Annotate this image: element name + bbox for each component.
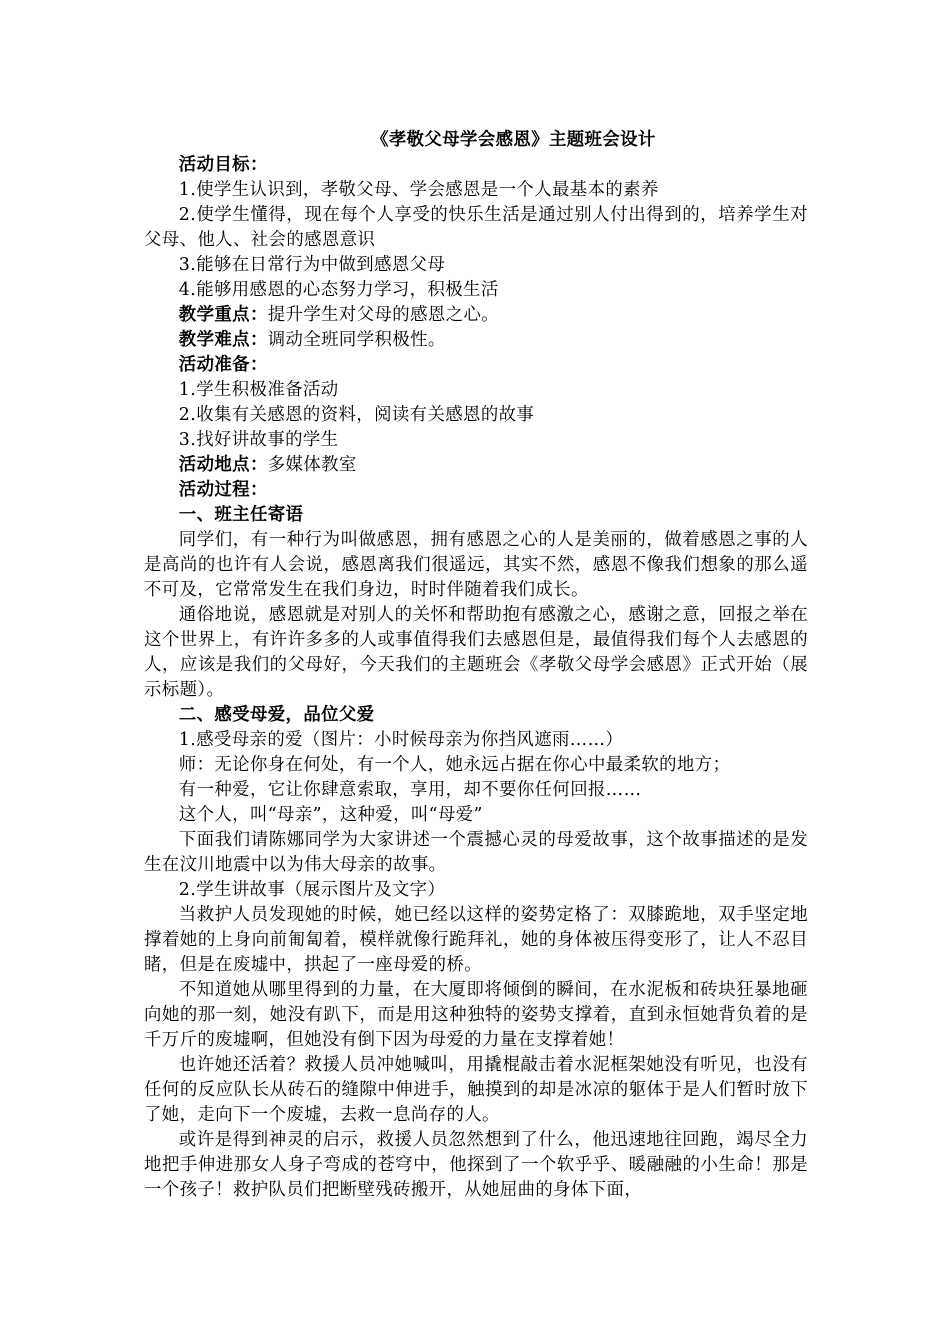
paragraph: 也许她还活着？救援人员冲她喊叫，用撬棍敲击着水泥框架她没有听见，也没有任何的反应队长从砖石的缝隙中伸进手，触摸到的却是冰凉的躯体于是人们暂时放下了她，走向下一个废墟，去救一息尚存的人。 xyxy=(144,1055,808,1125)
paragraph: 这个人，叫“母亲”，这种爱，叫“母爱” xyxy=(178,805,483,825)
objective-item: 1.使学生认识到，孝敬父母、学会感恩是一个人最基本的素养 xyxy=(178,180,659,200)
paragraph: 1.感受母亲的爱（图片：小时候母亲为你挡风遮雨……） xyxy=(178,730,624,750)
objectives-heading: 活动目标： xyxy=(178,155,268,175)
key-point-label: 教学重点： xyxy=(178,305,268,325)
difficulty-text: 调动全班同学积极性。 xyxy=(267,330,446,350)
preparation-item: 3.找好讲故事的学生 xyxy=(178,430,339,450)
difficulty-label: 教学难点： xyxy=(178,330,268,350)
paragraph: 下面我们请陈娜同学为大家讲述一个震撼心灵的母爱故事，这个故事描述的是发生在汶川地震中以为伟大母亲的故事。 xyxy=(144,830,808,875)
document-title: 《孝敬父母学会感恩》主题班会设计 xyxy=(371,130,656,150)
preparation-item: 1.学生积极准备活动 xyxy=(178,380,339,400)
key-point-line xyxy=(144,303,808,328)
paragraph: 通俗地说，感恩就是对别人的关怀和帮助抱有感激之心，感谢之意，回报之举在这个世界上，有许许多多的人或事值得我们去感恩但是，最值得我们每个人去感恩的人，应该是我们的父母好，今天我们的主题班会《孝敬父母学会感恩》正式开始（展示标题）。 xyxy=(144,605,808,700)
paragraph: 有一种爱，它让你肆意索取，享用，却不要你任何回报…… xyxy=(178,780,642,800)
objective-item: 2.使学生懂得，现在每个人享受的快乐生活是通过别人付出得到的，培养学生对父母、他人、社会的感恩意识 xyxy=(144,205,808,250)
process-heading: 活动过程： xyxy=(178,480,268,500)
location-text: 多媒体教室 xyxy=(267,455,357,475)
paragraph: 同学们，有一种行为叫做感恩，拥有感恩之心的人是美丽的，做着感恩之事的人是高尚的也许有人会说，感恩离我们很遥远，其实不然，感恩不像我们想象的那么遥不可及，它常常发生在我们身边，时时伴随着我们成长。 xyxy=(144,530,808,600)
paragraph: 或许是得到神灵的启示，救援人员忽然想到了什么，他迅速地往回跑，竭尽全力地把手伸进那女人身子弯成的苍穹中，他探到了一个软乎乎、暖融融的小生命！那是一个孩子！救护队员们把断壁残砖搬开，从她屈曲的身体下面， xyxy=(144,1130,808,1200)
document-page xyxy=(144,128,808,1203)
preparation-item: 2.收集有关感恩的资料，阅读有关感恩的故事 xyxy=(178,405,535,425)
objective-item: 3.能够在日常行为中做到感恩父母 xyxy=(178,255,446,275)
location-label: 活动地点： xyxy=(178,455,268,475)
paragraph: 2.学生讲故事（展示图片及文字） xyxy=(178,880,446,900)
section-heading: 二、感受母爱，品位父爱 xyxy=(178,705,375,725)
location-line xyxy=(144,453,808,478)
section-heading: 一、班主任寄语 xyxy=(178,505,304,525)
paragraph: 不知道她从哪里得到的力量，在大厦即将倾倒的瞬间，在水泥板和砖块狂暴地砸向她的那一刻，她没有趴下，而是用这种独特的姿势支撑着，直到永恒她背负着的是千万斤的废墟啊，但她没有倒下因为母爱的力量在支撑着她！ xyxy=(144,980,808,1050)
key-point-text: 提升学生对父母的感恩之心。 xyxy=(267,305,500,325)
objective-item: 4.能够用感恩的心态努力学习，积极生活 xyxy=(178,280,499,300)
preparation-heading: 活动准备： xyxy=(178,355,268,375)
difficulty-line xyxy=(144,328,808,353)
paragraph: 当救护人员发现她的时候，她已经以这样的姿势定格了：双膝跪地，双手坚定地撑着她的上身向前匍匐着，模样就像行跪拜礼，她的身体被压得变形了，让人不忍目睹，但是在废墟中，拱起了一座母爱的桥。 xyxy=(144,905,808,975)
paragraph: 师：无论你身在何处，有一个人，她永远占据在你心中最柔软的地方； xyxy=(178,755,731,775)
